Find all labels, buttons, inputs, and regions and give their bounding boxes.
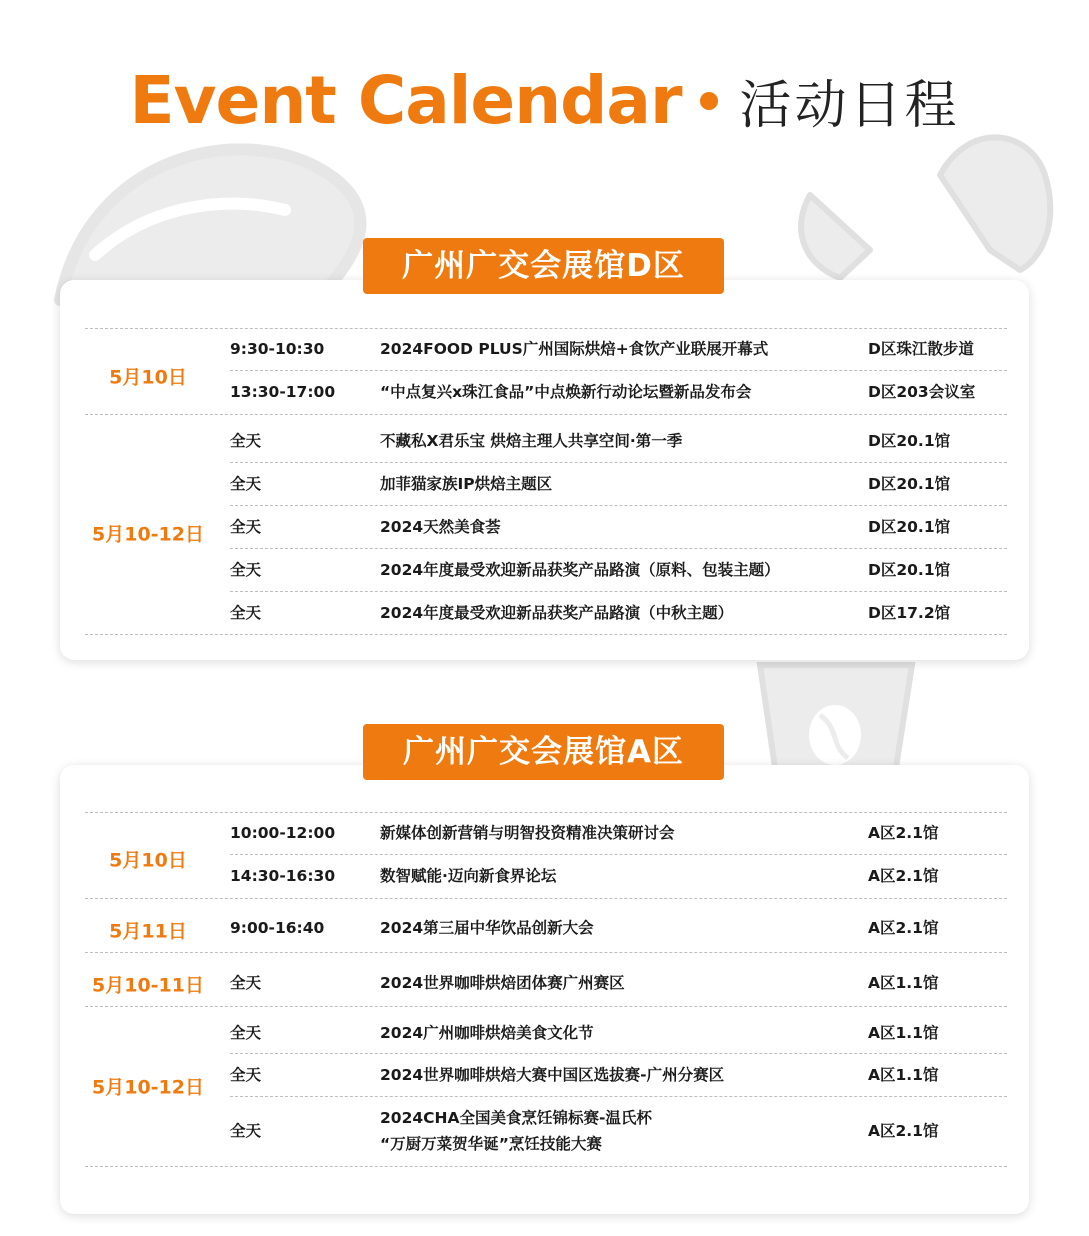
- table-row: [230, 812, 1007, 854]
- divider: [85, 1166, 1007, 1167]
- row-venue: D区珠江散步道: [868, 340, 974, 358]
- schedule-table-a: [85, 765, 1007, 1214]
- date-label: 5月10日: [109, 849, 187, 872]
- row-event: 2024世界咖啡烘焙大赛中国区选拔赛-广州分赛区: [380, 1065, 725, 1084]
- row-event: 不藏私X君乐宝 烘焙主理人共享空间·第一季: [380, 432, 683, 450]
- divider: [85, 1006, 1007, 1007]
- page-title: [0, 62, 1089, 139]
- row-time: 10:00-12:00: [230, 824, 336, 842]
- row-venue: A区1.1馆: [868, 1065, 939, 1084]
- title-dot-icon: [700, 92, 718, 110]
- date-label: 5月11日: [109, 920, 187, 943]
- table-row: [230, 462, 1007, 505]
- divider: [85, 634, 1007, 635]
- table-row: [230, 370, 1007, 414]
- row-event: 2024年度最受欢迎新品获奖产品路演（中秋主题）: [380, 603, 734, 622]
- row-event: 2024天然美食荟: [380, 517, 501, 536]
- row-time: 全天: [230, 1024, 262, 1042]
- row-time: 全天: [230, 1122, 262, 1140]
- row-event: [380, 1107, 652, 1155]
- table-row: [230, 591, 1007, 634]
- row-venue: D区20.1馆: [868, 517, 951, 536]
- table-row: [230, 328, 1007, 370]
- row-venue: D区20.1馆: [868, 560, 951, 579]
- title-chinese: 活动日程: [739, 76, 960, 136]
- date-label: 5月10日: [109, 366, 187, 389]
- row-time: 14:30-16:30: [230, 867, 336, 885]
- row-event: 数智赋能·迈向新食界论坛: [380, 867, 557, 885]
- date-label: 5月10-12日: [92, 1076, 204, 1099]
- row-event-line1: 2024CHA全国美食烹饪锦标赛-温氏杯: [380, 1109, 652, 1127]
- divider: [85, 414, 1007, 415]
- row-event: 2024年度最受欢迎新品获奖产品路演（原料、包装主题）: [380, 560, 780, 579]
- row-time: 全天: [230, 603, 262, 622]
- row-event-line2: “万厨万菜贺华诞”烹饪技能大赛: [380, 1135, 602, 1153]
- row-venue: A区2.1馆: [868, 824, 939, 842]
- schedule-card-d: [60, 280, 1029, 660]
- row-time: 全天: [230, 517, 262, 536]
- row-venue: D区17.2馆: [868, 603, 951, 622]
- section-badge-d: 广州广交会展馆D区: [363, 238, 724, 294]
- row-time: 9:30-10:30: [230, 340, 325, 358]
- row-time: 全天: [230, 560, 262, 579]
- croissant-icon: [801, 137, 1050, 278]
- title-english: Event Calendar: [129, 62, 682, 139]
- row-event: 加菲猫家族IP烘焙主题区: [380, 474, 553, 493]
- table-row: [230, 1013, 1007, 1053]
- row-time: 全天: [230, 432, 262, 450]
- divider: [85, 898, 1007, 899]
- date-label: 5月10-11日: [92, 974, 204, 997]
- table-row: [230, 1096, 1007, 1166]
- row-venue: A区1.1馆: [868, 974, 939, 992]
- row-venue: D区203会议室: [868, 383, 976, 401]
- row-event: “中点复兴x珠江食品”中点焕新行动论坛暨新品发布会: [380, 383, 752, 401]
- row-venue: D区20.1馆: [868, 432, 951, 450]
- table-row: [230, 854, 1007, 898]
- row-event: 新媒体创新营销与明智投资精准决策研讨会: [380, 824, 675, 842]
- section-badge-a: 广州广交会展馆A区: [363, 724, 724, 780]
- row-time: 13:30-17:00: [230, 383, 336, 401]
- table-row: [230, 1053, 1007, 1096]
- table-row: [230, 505, 1007, 548]
- divider: [85, 952, 1007, 953]
- table-row: [230, 906, 1007, 950]
- schedule-table-d: [85, 280, 1007, 660]
- row-event: 2024第三届中华饮品创新大会: [380, 919, 594, 937]
- row-event: 2024FOOD PLUS广州国际烘焙+食饮产业联展开幕式: [380, 340, 769, 358]
- table-row: [230, 420, 1007, 462]
- bread-icon: [60, 149, 360, 300]
- row-venue: A区2.1馆: [868, 1122, 939, 1140]
- row-time: 全天: [230, 474, 262, 493]
- schedule-card-a: [60, 765, 1029, 1214]
- row-event: 2024世界咖啡烘焙团体赛广州赛区: [380, 974, 625, 992]
- row-venue: D区20.1馆: [868, 474, 951, 493]
- row-venue: A区2.1馆: [868, 919, 939, 937]
- date-label: 5月10-12日: [92, 523, 204, 546]
- row-venue: A区2.1馆: [868, 867, 939, 885]
- row-time: 全天: [230, 1065, 262, 1084]
- row-venue: A区1.1馆: [868, 1024, 939, 1042]
- row-time: 全天: [230, 974, 262, 992]
- row-event: 2024广州咖啡烘焙美食文化节: [380, 1024, 594, 1042]
- table-row: [230, 961, 1007, 1005]
- table-row: [230, 548, 1007, 591]
- row-time: 9:00-16:40: [230, 919, 325, 937]
